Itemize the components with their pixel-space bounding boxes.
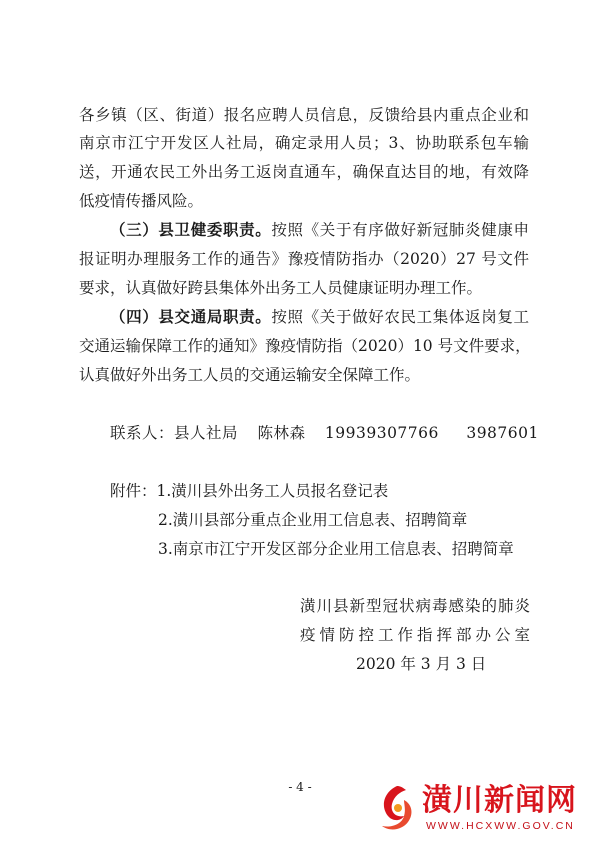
- contact-phone: 3987601: [466, 424, 539, 442]
- paragraph-line: 各乡镇（区、街道）报名应聘人员信息，反馈给县内重点企业和: [79, 106, 529, 124]
- paragraph-line: 送，开通农民工外出务工返岗直通车，确保直达目的地，有效降: [79, 163, 529, 181]
- paragraph-line: 低疫情传播风险。: [79, 192, 204, 210]
- contact-mobile: 19939307766: [324, 424, 439, 442]
- site-watermark-logo: [372, 780, 587, 840]
- paragraph-text: 按照《关于做好农民工集体返岗复工: [271, 308, 529, 326]
- contact-line: [110, 423, 600, 443]
- paragraph-text: 按照《关于有序做好新冠肺炎健康申: [271, 221, 529, 239]
- contact-label: 联系人：县人社局: [110, 424, 239, 442]
- attachments-line: [110, 481, 600, 501]
- attachment-item: 1.潢川县外出务工人员报名登记表: [156, 482, 389, 500]
- swirl-logo-icon: [374, 782, 420, 834]
- paragraph-line: [110, 220, 529, 240]
- section-heading: （四）县交通局职责。: [110, 307, 272, 326]
- watermark-name: 潢川新闻网: [422, 783, 577, 818]
- paragraph-line: 交通运输保障工作的通知》豫疫情防指（2020）10 号文件要求，: [79, 337, 531, 355]
- watermark-url: WWW.HCXWW.GOV.CN: [426, 820, 575, 832]
- attachment-item: 2.潢川县部分重点企业用工信息表、招聘简章: [158, 511, 468, 529]
- paragraph-line: 认真做好外出务工人员的交通运输安全保障工作。: [79, 366, 421, 384]
- contact-name: 陈林森: [257, 424, 306, 442]
- signature-line: 潢川县新型冠状病毒感染的肺炎: [300, 597, 530, 615]
- signature-line: 疫情防控工作指挥部办公室: [300, 626, 530, 644]
- attachments-label: 附件：: [110, 482, 157, 500]
- page-number: - 4 -: [288, 780, 312, 794]
- attachment-item: 3.南京市江宁开发区部分企业用工信息表、招聘简章: [158, 540, 514, 558]
- section-heading: （三）县卫健委职责。: [110, 220, 272, 239]
- paragraph-line: 报证明办理服务工作的通告》豫疫情防指办（2020）27 号文件: [79, 250, 529, 268]
- signature-date: 2020 年 3 月 3 日: [356, 655, 487, 673]
- paragraph-line: 要求，认真做好跨县集体外出务工人员健康证明办理工作。: [79, 279, 483, 297]
- paragraph-line: [110, 307, 529, 327]
- paragraph-line: 南京市江宁开发区人社局，确定录用人员；3、协助联系包车输: [79, 134, 529, 152]
